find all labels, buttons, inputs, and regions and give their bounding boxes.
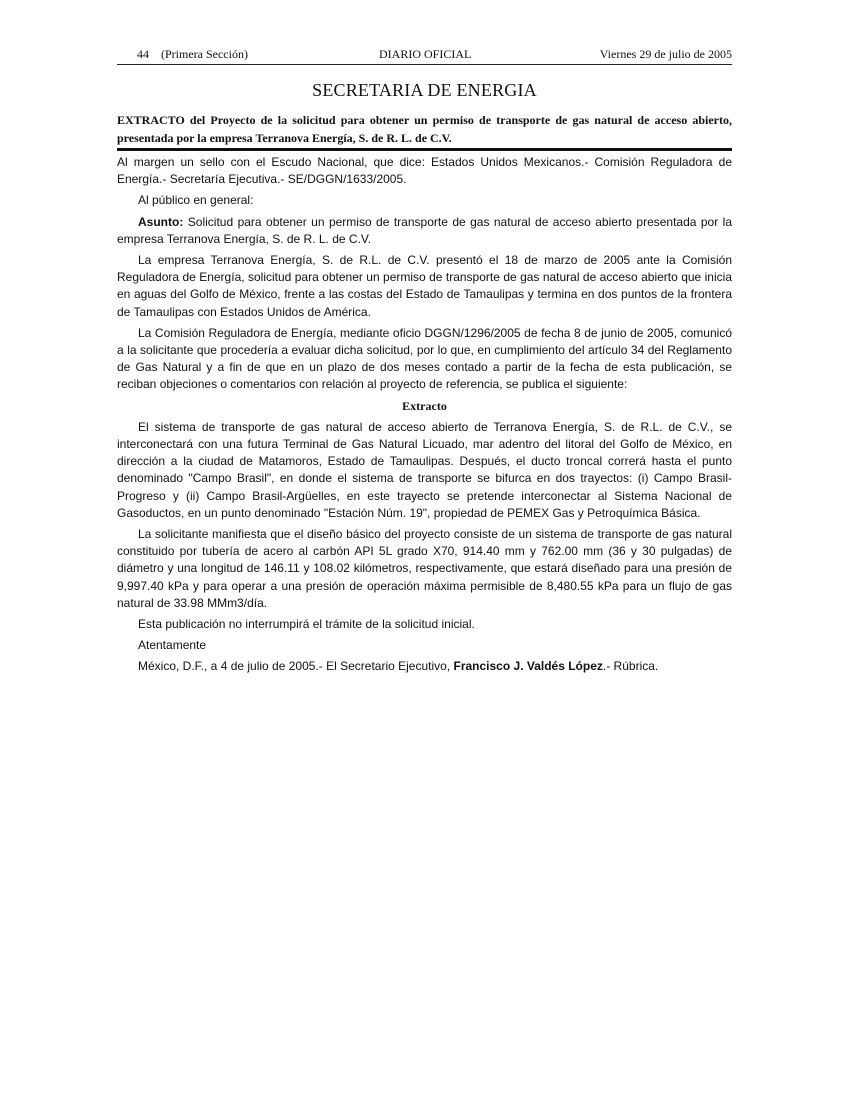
document-page <box>117 44 732 680</box>
paragraph-design: La solicitante manifiesta que el diseño básico del proyecto consiste de un sistema de transporte de gas natural constituido por tubería de acero al carbón API 5L grado X70, 914.40 mm y 762.00 mm (36 y 30 pulgadas) de diámetro y una longitud de 146.11 y 108.02 kilómetros, respectivamente, que estará diseñado para una presión de 9,997.40 kPa y para operar a una presión de operación máxima permisible de 8,480.55 kPa para un flujo de gas natural de 33.98 MMm3/día. <box>117 527 732 610</box>
page-header <box>117 44 732 65</box>
paragraph-notice: Esta publicación no interrumpirá el trámite de la solicitud inicial. <box>138 617 475 632</box>
section-label: (Primera Sección) <box>161 47 248 61</box>
extract-heading: Extracto <box>402 398 447 413</box>
paragraph-system: El sistema de transporte de gas natural de acceso abierto de Terranova Energía, S. de R.L. de C.V., se interconectará con una futura Terminal de Gas Natural Licuado, mar adentro del litoral del Golfo de México, en dirección a la ciudad de Matamoros, Estado de Tamaulipas. Después, el ducto troncal correrá hasta el punto denominado "Campo Brasil", en donde el sistema de transporte se bifurca en dos trayectos: (i) Campo Brasil-Progreso y (ii) Campo Brasil-Argüelles, en este trayecto se pretende interconectar al Sistema Nacional de Gasoductos, en un punto denominado "Estación Núm. 19", propiedad de PEMEX Gas y Petroquímica Básica. <box>117 419 732 520</box>
publication-name: DIARIO OFICIAL <box>379 47 472 61</box>
signature-prefix: México, D.F., a 4 de julio de 2005.- El Secretario Ejecutivo, <box>138 659 454 674</box>
asunto-label: Asunto: <box>138 214 184 229</box>
signature-line <box>117 658 732 675</box>
closing: Atentamente <box>138 638 207 653</box>
signature-suffix: .- Rúbrica. <box>602 659 659 674</box>
document-body <box>117 154 732 676</box>
agency-title: SECRETARIA DE ENERGIA <box>312 80 537 100</box>
paragraph-evaluation: La Comisión Reguladora de Energía, mediante oficio DGGN/1296/2005 de fecha 8 de junio de 2005, comunicó a la solicitante que procedería a evaluar dicha solicitud, por lo que, en cumplimiento del artículo 34 del Reglamento de Gas Natural y a fin de que en un plazo de dos meses contado a partir de la fecha de esta publicación, se reciban objeciones o comentarios con relación al proyecto de referencia, se publica el siguiente: <box>117 325 732 392</box>
paragraph-filing: La empresa Terranova Energía, S. de R.L. de C.V. presentó el 18 de marzo de 2005 ante la Comisión Reguladora de Energía, solicitud para obtener un permiso de transporte de gas natural de acceso abierto que inicia en aguas del Golfo de México, frente a las costas del Estado de Tamaulipas y termina en dos puntos de la frontera de Tamaulipas con Estados Unidos de América. <box>117 253 732 319</box>
greeting: Al público en general: <box>138 193 254 208</box>
publication-date: Viernes 29 de julio de 2005 <box>599 47 732 61</box>
signer-name: Francisco J. Valdés López <box>453 659 603 674</box>
document-title: EXTRACTO del Proyecto de la solicitud para obtener un permiso de transporte de gas natural de acceso abierto, presentada por la empresa Terranova Energía, S. de R. L. de C.V. <box>117 111 732 151</box>
asunto-text: Solicitud para obtener un permiso de transporte de gas natural de acceso abierto presentada por la empresa Terranova Energía, S. de R. L. de C.V. <box>117 214 732 246</box>
seal-paragraph: Al margen un sello con el Escudo Nacional, que dice: Estados Unidos Mexicanos.- Comisión Reguladora de Energía.- Secretaría Ejecutiva.- SE/DGGN/1633/2005. <box>117 155 732 187</box>
asunto-paragraph <box>117 214 732 248</box>
header-left <box>137 47 248 62</box>
page-number: 44 <box>137 47 149 61</box>
